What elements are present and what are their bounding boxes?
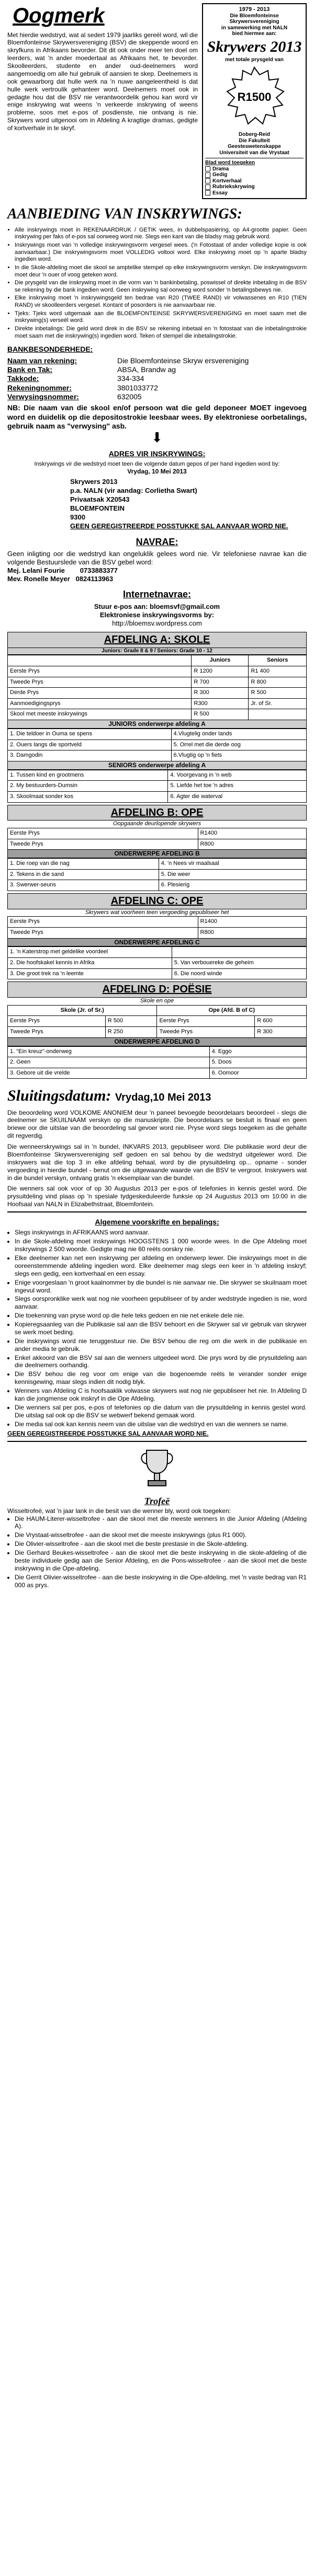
seniors-topics <box>7 770 307 803</box>
table-row: 1. "Ein kreuz"-onderweg 4. Eggo <box>8 1046 307 1057</box>
closing-para: Die beoordeling word VOLKOME ANONIEM deur 'n paneel bevoegde beoordelaars beoordeel - slegs die deelnemer se SKUILNAAM verskyn op die manuskripte. Die beoordelaars se besluit is finaal en geen briewe oor die uitslae van die beoordeling sal gevoer word nie. Pryse word slegs toegeken as die gehalte dit regverdig. <box>7 1108 307 1140</box>
enquiries-intro: Geen inligting oor die wedstryd kan ongeluklik gelees word nie. Vir telefoniese navrae kan die volgende Bestuurslede van die BSV gebel word: <box>7 549 307 567</box>
list-item: • In die Skole-afdeling moet die skool se amptelike stempel op elke inskrywingsvorm verskyn. Die inskrywingsvorm moet deur 'n ouer of voog geteken word. <box>15 264 307 279</box>
list-item: • Die Gerrit Olivier-wisseltrofee - aan die beste inskrywing in die Ope-afdeling, met 'n vaste bedrag van R1 000 as prys. <box>15 1574 307 1589</box>
closing-para: Die wenneerskrywings sal in 'n bundel, INKVARS 2013, gepubliseer word. Die publikasie word deur die Bloemfonteinse Skrywersvereniging self gedoen en sal behou by die wedstryd uitgelewer word. Die inskrywers wat die top 3 in elke afdeling behaal, word by die prysuitdeling op... opname - sonder vergoeding in hierdie bundel - benut om die uitgewaande waarde van die BSV te vergroot. Inskrywers wat in die bundel verskyn, ontvang gratis 'n eksemplaar van die bundel. <box>7 1143 307 1182</box>
category-item: Essay <box>205 190 304 197</box>
table-row: 2. My bestuurders-Dumsin 5. Liefde het toe 'n adres <box>8 781 307 792</box>
list-item: • Die Vrystaat-wisseltrofee - aan die skool met die meeste inskrywings (plus R1 000). <box>15 1531 307 1539</box>
list-item: • Die media sal ook kan kennis neem van die uitslae van die wedstryd en van die wenners se name. <box>15 1420 307 1428</box>
bank-row: Bank en Tak: ABSA, Brandw ag <box>7 365 176 374</box>
bank-row: Rekeningnommer: 3801033772 <box>7 383 158 392</box>
general-note: GEEN GEREGISTREERDE POSSTUKKE SAL AANVAAR WORD NIE. <box>7 1430 209 1438</box>
section-c-prizes <box>7 916 307 938</box>
juniors-title: JUNIORS onderwerpe afdeling A <box>7 720 307 729</box>
table-row: Skool met meeste inskrywings R 500 <box>8 709 307 720</box>
section-a-title: AFDELING A: SKOLE <box>7 632 307 648</box>
down-arrow-icon: ⬇ <box>151 430 163 446</box>
badge-years: 1979 - 2013 <box>239 6 270 13</box>
submit-heading: ADRES VIR INSKRYWINGS: <box>108 449 206 458</box>
section-d-title: AFDELING D: POËSIE <box>7 981 307 998</box>
contact-person: Mev. Ronelle Meyer 0824113963 <box>7 575 114 583</box>
list-item: • Inskrywings moet van 'n volledige inskrywingsvorm vergesel wees. ('n Fotostaat of ander volledige kopie is ook aanvaarbaar.) Die inskrywingsvorm moet VOLLEDIG voltooi word. Elke inskrywing moet op 'n aparte bladsy ingedien word. <box>15 242 307 263</box>
category-list <box>205 158 304 196</box>
section-c-sub: Skrywers wat voorheen teen vergoeding gepubliseer het <box>85 909 229 916</box>
table-row: Eerste Prys R1400 <box>8 828 307 839</box>
checkbox-icon <box>205 178 210 183</box>
list-item: • Direkte inbetalings: Die geld word direk in die BSV se rekening inbetaal en 'n fotostaat van die inbetalingstrokie moet saam met die inskrywing(s) ingedien word. Teken of stempel die inbetalingstrokie. <box>15 326 307 340</box>
address-line: 9300 <box>70 513 85 521</box>
table-row: Tweede Prys R800 <box>8 839 307 850</box>
divider <box>7 1441 307 1442</box>
table-row: 3. Damgodin 6.Vlugtig op 'n fiets <box>8 750 307 761</box>
list-item: • Kopieregsaanleg van die Publikasie sal aan die BSV behoort en die Skrywer sal vir gebruik van skrywer se werk moet beding. <box>15 1321 307 1336</box>
trophies-heading: Trofeë <box>144 1496 170 1507</box>
intro-text: Met hierdie wedstryd, wat al sedert 1979 jaarliks gereël word, wil die Bloemfonteinse Skrywersvereniging (BSV) die skeppende woord en skryfkuns in Afrikaans bevorder. Dit dit ook onder meer ten doel om leerders, wat 'n ander moedertaal as Afrikaans het, te bevorder. Skoolleerders, studente en ander oud-deelnemers word aangemoedig om alle hul gebruik of aansien te skep. Deelnemers is ook gewaarborg dat hulle werk na 'n nuwe aangeleentheid is dat hulle werk vertroulik gehanteer word. Deelnemers moet ook in gedagte hou dat die BSV nie verantwoordelik gehou kan word vir enige inskrywing wat weens 'n verkeerde inskrywing of weens probleme, soos met e-pos of posdienste, nie ontvang is nie. Skrywers word uitgenooi om in Afdeling A kragtige dramas, gedigte of kortverhale in te skryf. <box>7 31 198 132</box>
section-d-topics <box>7 1046 307 1079</box>
seal-amount: R1500 <box>237 90 272 103</box>
section-a <box>7 632 307 802</box>
table-row: 3. Skoolmaat sonder kos 6. Agter die waterval <box>8 791 307 802</box>
section-c <box>7 893 307 979</box>
table-row: Tweede Prys R800 <box>8 927 307 938</box>
list-item: • Alle inskrywings moet in REKENAARDRUK / GETIK wees, in dubbelspasiëring, op A4-grootte papier. Geen inskrywing per faks of e-pos sal oorweeg word nie. Slegs een kant van die bladsy mag gebruik word. <box>15 227 307 241</box>
entries-list <box>7 227 307 340</box>
section-b <box>7 805 307 891</box>
trophy-icon <box>133 1445 181 1492</box>
category-item: Kortverhaal <box>205 178 304 184</box>
table-row: 1. 'n Katerstrop met geldelike voordeel <box>8 947 307 958</box>
address-line: Skrywers 2013 <box>70 478 118 486</box>
badge-sub: met totale prysgeld van <box>225 57 284 63</box>
contact-person: Mej. Lelani Fourie 0733883377 <box>7 567 118 575</box>
table-row: 1. Die teldoer in Ouma se spens 4.Vlugtelig onder lands <box>8 729 307 740</box>
section-b-topics <box>7 858 307 891</box>
address-line: BLOEMFONTEIN <box>70 504 125 512</box>
bank-row: Naam van rekening: Die Bloemfonteinse Skryw ersvereniging <box>7 356 249 365</box>
seniors-title: SENIORS onderwerpe afdeling A <box>7 761 307 770</box>
list-item: • Elke inskrywing moet 'n inskrywingsgeld ten bedrae van R20 (TWEE RAND) vir volwassenes en R10 (TIEN RAND) vir skoolleerders vergesel. Kontant of posorders is nie aanvaarbaar nie. <box>15 295 307 309</box>
bank-row: Takkode: 334-334 <box>7 374 144 383</box>
bank-heading: BANKBESONDERHEDE: <box>7 345 93 354</box>
table-row: 1. Die roep van die nag 4. 'n Nees vir maalsaal <box>8 859 307 870</box>
juniors-topics <box>7 729 307 761</box>
list-item: • Enkel akkoord van die BSV sal aan die wenners uitgedeel word. Die prys word by die prysuitdeling aan die deelnemers oorhandig. <box>15 1354 307 1370</box>
table-row: Aanmoedigingsprys R300 Jr. of Sr. <box>8 698 307 709</box>
closing-label: Sluitingsdatum: <box>7 1087 111 1105</box>
list-item: • Die prysgeld van die inskrywing moet in die vorm van 'n bankinbetaling, poswissel of direkte inbetaling in die BSV se rekening by die bank ingedien word. Geen inskrywing sal oorweeg word sonder 'n betalingsbewys nie. <box>15 280 307 294</box>
bank-details <box>7 356 307 431</box>
table-row: Eerste Prys R 500 Eerste Prys R 600 <box>8 1016 307 1027</box>
closing-para: Die wenners sal ook voor of op 30 Augustus 2013 per e-pos of telefonies in kennis gestel word. Die prysuitdeling vind plaas op 'n spesiale tydgeskeduleerde funksie op 24 Augustus 2013 om 10:00 in die Hoofsaal van NALN in Elizabethstraat, Bloemfontein. <box>7 1185 307 1208</box>
list-item: • Slegs inskrywings in AFRIKAANS word aanvaar. <box>15 1229 307 1237</box>
list-item: • Die wenners sal per pos, e-pos of telefonies op die datum van die prysuitdeling in kennis gestel word. Die uitslag sal ook op die BSV se webwerf bekend gemaak word. <box>15 1404 307 1419</box>
divider <box>7 1211 307 1212</box>
bank-row: Verwysingsnommer: 632005 <box>7 392 142 401</box>
list-item: • Die toekenning van pryse word op die hele teks gedoen en nie net enkele dele nie. <box>15 1312 307 1320</box>
website-link[interactable]: http://bloemsv.wordpress.com <box>112 619 202 627</box>
seal-sub2: Geesteswetenskappe <box>228 144 281 150</box>
competition-badge <box>202 3 307 199</box>
section-a-prizes: Juniors Seniors Eerste Prys R 1200 R1 400 Tweede Prys R 700 R 800 Derde Prys R 300 R 500 Aanmoedigingsprys R300 Jr. of Sr. Skool met meeste inskrywings R 500 <box>7 655 307 720</box>
closing-date-value: Vrydag,10 Mei 2013 <box>115 1092 211 1104</box>
list-item: • In die Skole-afdeling moet inskrywings HOOGSTENS 1 000 woorde wees. In die Ope Afdeling moet inskrywings 2 500 woorde. Gedigte mag nie 60 reëls oorskry nie. <box>15 1238 307 1253</box>
section-a-sub: Juniors: Grade 8 & 9 / Seniors: Grade 10 - 12 <box>7 648 307 655</box>
postal-address <box>70 478 307 530</box>
badge-line3: bied hiermee aan: <box>232 31 277 37</box>
list-item: • Die inskrywings word nie teruggestuur nie. Die BSV behou die reg om die werk in die publikasie en ander media te gebruik. <box>15 1337 307 1353</box>
seal-line: Doberg-Reid <box>239 132 270 138</box>
internet-line: Elektroniese inskrywingsvorms by: <box>99 610 215 619</box>
list-item: • Tjeks: Tjeks word uitgemaak aan die BLOEMFONTEINSE SKRYWERSVERENIGING en moet saam met die inskrywing(s) verseël word. <box>15 310 307 325</box>
intro-column <box>7 3 198 199</box>
internet-line[interactable]: Stuur e-pos aan: bloemsvf@gmail.com <box>94 602 220 610</box>
trophies-list <box>7 1515 307 1589</box>
section-b-prizes <box>7 828 307 850</box>
top-section <box>7 3 307 199</box>
address-line: p.a. NALN (vir aandag: Corlietha Swart) <box>70 487 197 495</box>
category-item: Gedig <box>205 172 304 178</box>
submit-intro: Inskrywings vir die wedstryd moet teen die volgende datum gepos of per hand ingedien word by: <box>34 460 280 467</box>
table-row: 1. Tussen kind en grootmens 4. Voorgevang in 'n web <box>8 770 307 781</box>
list-item: • Slegs oorspronklike werk wat nog nie voorheen gepubliseer of by ander wedstryde ingedien is nie, word aanvaar. <box>15 1295 307 1311</box>
category-item: Drama <box>205 166 304 172</box>
enquiries-heading: NAVRAE: <box>136 536 178 547</box>
checkbox-icon <box>205 166 210 171</box>
table-row: Eerste Prys R1400 <box>8 917 307 928</box>
table-row: Derde Prys R 300 R 500 <box>8 688 307 699</box>
badge-column <box>202 3 307 199</box>
section-d-topics-title: ONDERWERPE AFDELING D <box>7 1038 307 1046</box>
list-item: • Elke deelnemer kan net een inskrywing per afdeling en onderwerp lewer. Die inskrywings moet in die ooreenstemmende afdeling ingedien word. Elke deelnemer mag slegs een keer in 'n afdeling inskryf; slegs een gedig, een kortverhaal en een essay. <box>15 1254 307 1278</box>
seal-sub1: Die Fakulteit <box>239 137 270 144</box>
table-row: 3. Die groot trek na 'n leemte 6. Die noord winde <box>8 968 307 979</box>
table-row: 2. Geen 5. Doos <box>8 1057 307 1068</box>
list-item: • Die Gerhard Beukes-wisseltrofee - aan die skool met die beste inskrywing in die skole-afdeling of die beste individuele gedig aan die Senior Afdeling, en die Pons-wisseltrofee - aan die skool met die beste inskrywing in die Ope-afdeling. <box>15 1549 307 1573</box>
address-line: Privaatsak X20543 <box>70 495 130 504</box>
section-c-topics <box>7 946 307 979</box>
category-title: Blad word toegeken <box>205 160 255 166</box>
prize-seal-icon <box>223 65 286 128</box>
table-row: 3. Gebore uit die vrelde 6. Oomoor <box>8 1068 307 1079</box>
section-c-title: AFDELING C: OPE <box>7 893 307 909</box>
checkbox-icon <box>205 184 210 190</box>
general-list <box>7 1229 307 1428</box>
entries-heading: AANBIEDING VAN INSKRYWINGS: <box>7 206 242 223</box>
internet-heading: Internetnavrae: <box>122 589 192 600</box>
section-b-sub: Oopgaande deurlopende skrywers <box>113 821 201 827</box>
closing-date <box>7 1086 307 1105</box>
section-b-title: AFDELING B: OPE <box>7 805 307 821</box>
table-row: 2. Die hoofskakel kennis in Afrika 5. Van verbouereke die geheim <box>8 958 307 969</box>
category-item: Rubriekskrywing <box>205 184 304 190</box>
table-row: 2. Ouers langs die sportveld 5. Orrel met die derde oog <box>8 740 307 750</box>
list-item: • Die Olivier-wisseltrofee - aan die skool met die beste prestasie in die Skole-afdeling. <box>15 1540 307 1548</box>
page-title: Oogmerk <box>13 4 105 27</box>
table-row: Tweede Prys R 700 R 800 <box>8 677 307 688</box>
checkbox-icon <box>205 190 210 195</box>
bank-note: NB: Die naam van die skool en/of persoon wat die geld deponeer MOET ingevoeg word en duidelik op die depositostrokie leesbaar wees. By elektroniese oorbetalings, gebruik naam as "verwysing" asb. <box>7 403 307 431</box>
section-c-topics-title: ONDERWERPE AFDELING C <box>7 939 307 947</box>
trophies-intro: Wisseltrofeë, wat 'n jaar lank in die besit van die wenner bly, word ook toegeken: <box>7 1507 231 1515</box>
list-item: • Die HAUM-Literer-wisseltrofee - aan die skool met die meeste wenners in die Junior Afdeling (Afdeling A). <box>15 1515 307 1531</box>
section-d-sub: Skole en ope <box>140 998 174 1004</box>
table-row: Tweede Prys R 250 Tweede Prys R 300 <box>8 1027 307 1038</box>
badge-name: Skrywers 2013 <box>207 38 302 55</box>
section-d-prizes: Skole (Jr. of Sr.) Ope (Afd. B of C) Eerste Prys R 500 Eerste Prys R 600 Tweede Prys R 250 Tweede Prys R 300 <box>7 1005 307 1038</box>
table-row: 3. Swerwer-seuns 6. Plesierig <box>8 880 307 891</box>
section-b-topics-title: ONDERWERPE AFDELING B <box>7 850 307 858</box>
table-row: Eerste Prys R 1200 R1 400 <box>8 666 307 677</box>
section-d <box>7 981 307 1079</box>
submit-deadline: Vrydag, 10 Mei 2013 <box>127 468 187 476</box>
list-item: • Enige voorgeslaan 'n groot kaalnommer by die bundel is nie aanvaar nie. Die skrywer se skuilnaam moet ingevul word. <box>15 1279 307 1295</box>
submit-note: GEEN GEREGISTREERDE POSSTUKKE SAL AANVAAR WORD NIE. <box>70 522 288 530</box>
list-item: • Die BSV behou die reg voor om enige van die bogenoemde reëls te verander sonder enige kennisgewing, maar slegs indien dit nodig blyk. <box>15 1370 307 1386</box>
checkbox-icon <box>205 172 210 178</box>
table-row: 2. Tekens in die sand 5. Die weer <box>8 869 307 880</box>
badge-line2: in samewerking met NALN <box>221 25 288 31</box>
general-heading: Algemene voorskrifte en bepalings: <box>95 1218 219 1227</box>
seal-sub3: Universiteit van die Vrystaat <box>219 149 289 156</box>
list-item: • Wenners van Afdeling C is hoofsaaklik volwasse skrywers wat nog nie gepubliseer het nie. In Afdeling D kan die jongmense ook inskryf in die Ope Afdeling. <box>15 1387 307 1403</box>
badge-line1: Die Bloemfonteinse Skrywersvereniging <box>229 13 279 25</box>
